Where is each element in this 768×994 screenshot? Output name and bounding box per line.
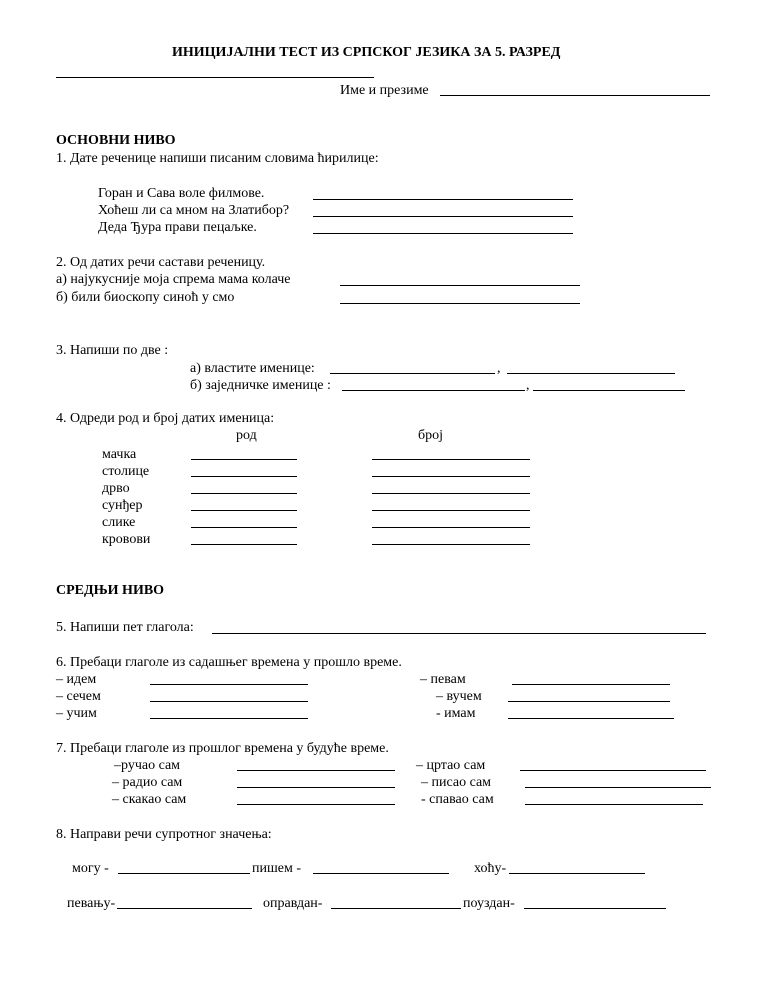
q4-number-line[interactable]: [372, 476, 530, 477]
q4-noun: мачка: [102, 447, 137, 462]
q4-number-line[interactable]: [372, 459, 530, 460]
q3-answer-a2[interactable]: [507, 373, 675, 374]
q7-verb-left: – скакао сам: [112, 792, 187, 807]
q7-answer-left[interactable]: [237, 804, 395, 805]
q1-sentence-2: Хоћеш ли са мном на Златибор?: [98, 203, 290, 218]
q7-answer-left[interactable]: [237, 787, 395, 788]
q4-gender-line[interactable]: [191, 459, 297, 460]
q3-comma-a: ,: [497, 361, 501, 376]
q7-verb-right: - спавао сам: [421, 792, 494, 807]
q2-item-b: б) били биоскопу синоћ у смо: [56, 290, 235, 305]
q4-gender-line[interactable]: [191, 493, 297, 494]
q3-item-b: б) заједничке именице :: [190, 378, 331, 393]
section-heading-basic: ОСНОВНИ НИВО: [56, 133, 176, 148]
q8-answer-line[interactable]: [524, 908, 666, 909]
q7-answer-left[interactable]: [237, 770, 395, 771]
q1-sentence-1: Горан и Сава воле филмове.: [98, 186, 265, 201]
q4-noun: столице: [102, 464, 150, 479]
q8-answer-line[interactable]: [118, 873, 250, 874]
top-rule: [56, 77, 374, 78]
q3-answer-b2[interactable]: [533, 390, 685, 391]
q4-column-gender: род: [236, 428, 257, 443]
q4-gender-line[interactable]: [191, 510, 297, 511]
section-heading-middle: СРЕДЊИ НИВО: [56, 583, 165, 598]
q6-verb-left: – идем: [56, 672, 97, 687]
q4-noun: кровови: [102, 532, 151, 547]
q6-answer-right[interactable]: [508, 701, 670, 702]
q8-answer-line[interactable]: [509, 873, 645, 874]
q8-word: оправдан-: [263, 896, 323, 911]
question-6-text: 6. Пребаци глаголе из садашњег времена у прошло време.: [56, 655, 402, 670]
question-2-text: 2. Од датих речи састави реченицу.: [56, 255, 266, 270]
q2-answer-line-a[interactable]: [340, 285, 580, 286]
q8-word: хоћу-: [474, 861, 507, 876]
q4-number-line[interactable]: [372, 527, 530, 528]
q8-word: могу -: [72, 861, 109, 876]
q7-verb-right: – писао сам: [421, 775, 492, 790]
question-5-text: 5. Напиши пет глагола:: [56, 620, 194, 635]
q5-answer-line[interactable]: [212, 633, 706, 634]
q8-word: певању-: [67, 896, 116, 911]
question-4-text: 4. Одреди род и број датих именица:: [56, 411, 275, 426]
q3-item-a: а) властите именице:: [190, 361, 315, 376]
q6-answer-left[interactable]: [150, 701, 308, 702]
q3-answer-b1[interactable]: [342, 390, 525, 391]
question-7-text: 7. Пребаци глаголе из прошлог времена у будуће време.: [56, 741, 389, 756]
q1-answer-line-1[interactable]: [313, 199, 573, 200]
q6-verb-right: - имам: [436, 706, 476, 721]
q4-noun: сунђер: [102, 498, 143, 513]
name-field[interactable]: [440, 95, 710, 96]
q4-gender-line[interactable]: [191, 544, 297, 545]
page-title: ИНИЦИЈАЛНИ ТЕСТ ИЗ СРПСКОГ ЈЕЗИКА ЗА 5. РАЗРЕД: [172, 45, 561, 60]
q6-answer-right[interactable]: [508, 718, 674, 719]
q6-verb-left: – сечем: [56, 689, 101, 704]
q1-sentence-3: Деда Ђура прави пецаљке.: [98, 220, 257, 235]
q3-comma-b: ,: [526, 378, 530, 393]
q4-number-line[interactable]: [372, 510, 530, 511]
q6-answer-right[interactable]: [512, 684, 670, 685]
q1-answer-line-3[interactable]: [313, 233, 573, 234]
q8-answer-line[interactable]: [331, 908, 461, 909]
q6-answer-left[interactable]: [150, 684, 308, 685]
q7-answer-right[interactable]: [525, 787, 711, 788]
question-8-text: 8. Направи речи супротног значења:: [56, 827, 272, 842]
q6-verb-left: – учим: [56, 706, 97, 721]
q1-answer-line-2[interactable]: [313, 216, 573, 217]
q4-noun: слике: [102, 515, 136, 530]
q7-answer-right[interactable]: [520, 770, 706, 771]
q7-answer-right[interactable]: [525, 804, 703, 805]
q7-verb-right: – цртао сам: [416, 758, 486, 773]
q3-answer-a1[interactable]: [330, 373, 495, 374]
q6-answer-left[interactable]: [150, 718, 308, 719]
name-label: Име и презиме: [340, 83, 429, 98]
q4-gender-line[interactable]: [191, 527, 297, 528]
q6-verb-right: – певам: [420, 672, 466, 687]
q4-number-line[interactable]: [372, 544, 530, 545]
q4-gender-line[interactable]: [191, 476, 297, 477]
q8-answer-line[interactable]: [313, 873, 449, 874]
q4-number-line[interactable]: [372, 493, 530, 494]
q4-noun: дрво: [102, 481, 130, 496]
q7-verb-left: – радио сам: [112, 775, 183, 790]
q8-word: пишем -: [252, 861, 301, 876]
q2-answer-line-b[interactable]: [340, 303, 580, 304]
q4-column-number: број: [418, 428, 444, 443]
q2-item-a: а) најукусније моја спрема мама колаче: [56, 272, 291, 287]
q8-word: поуздан-: [463, 896, 515, 911]
q8-answer-line[interactable]: [117, 908, 252, 909]
q6-verb-right: – вучем: [436, 689, 482, 704]
question-3-text: 3. Напиши по две :: [56, 343, 169, 358]
q7-verb-left: –ручао сам: [114, 758, 181, 773]
question-1-text: 1. Дате реченице напиши писаним словима ћирилице:: [56, 151, 379, 166]
